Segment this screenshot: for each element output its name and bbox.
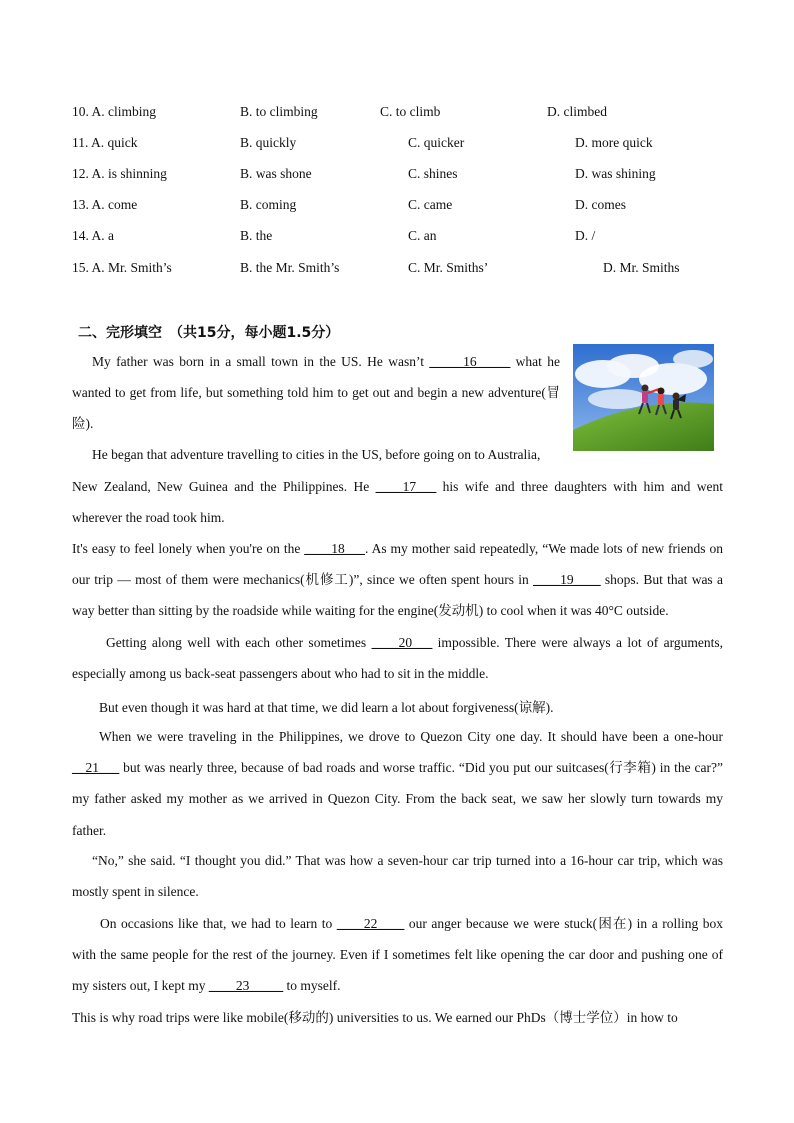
paragraph-1 bbox=[72, 346, 560, 440]
blank-17: ____17___ bbox=[375, 479, 437, 494]
blank-20: ____20___ bbox=[371, 635, 433, 650]
option-b: B. the bbox=[240, 228, 273, 243]
text: . As my mother said repeatedly, “We made lots of new friends on our trip — most of them were mechanics(机修工)”, since we often spent hours in bbox=[72, 541, 723, 588]
paragraph-5: But even though it was hard at that time, we did learn a lot about forgiveness(谅解). bbox=[99, 700, 554, 715]
text: his wife and three daughters with him and went wherever the road took him. bbox=[72, 479, 723, 526]
option-c: C. to climb bbox=[380, 104, 441, 119]
paragraph-3 bbox=[72, 533, 723, 627]
option-b: B. to climbing bbox=[240, 104, 318, 119]
option-b: B. was shone bbox=[240, 166, 312, 181]
paragraph-4 bbox=[72, 627, 723, 689]
blank-22: ____22____ bbox=[336, 916, 405, 931]
paragraph-9: This is why road trips were like mobile(移动的) universities to us. We earned our PhDs（博士学位）in how to bbox=[72, 1010, 678, 1025]
blank-21: __21___ bbox=[72, 760, 120, 776]
text: On occasions like that, we had to learn to bbox=[100, 916, 337, 931]
text: impossible. There were always a lot of arguments, especially among us back-seat passengers about who had to sit in the middle. bbox=[72, 635, 723, 682]
option-d: D. was shining bbox=[575, 166, 656, 181]
blank-19: ____19____ bbox=[533, 572, 601, 588]
option-c: C. an bbox=[408, 228, 437, 243]
option-d: D. more quick bbox=[575, 135, 653, 150]
text: what he wanted to get from life, but something told him to get out and begin a new adventure(冒险). bbox=[72, 354, 561, 432]
blank-16: _____16_____ bbox=[429, 354, 511, 369]
option-c: C. quicker bbox=[408, 135, 465, 150]
paragraph-8 bbox=[72, 908, 723, 1002]
text: When we were traveling in the Philippines, we drove to Quezon City one day. It should have been a one-hour bbox=[99, 729, 723, 744]
blank-23: ____23_____ bbox=[208, 978, 284, 994]
option-d: D. / bbox=[575, 228, 596, 243]
text: Getting along well with each other sometimes bbox=[106, 635, 372, 650]
photo-image bbox=[573, 344, 714, 451]
text: My father was born in a small town in the US. He wasn’t bbox=[92, 354, 430, 369]
text: New Zealand, New Guinea and the Philippines. He bbox=[72, 479, 376, 494]
section-heading: 二、完形填空 （共15分，每小题1.5分） bbox=[78, 325, 340, 341]
option-d: D. climbed bbox=[547, 104, 607, 119]
paragraph-6 bbox=[72, 721, 723, 846]
option-a: 12. A. is shinning bbox=[72, 166, 167, 181]
option-a: 11. A. quick bbox=[72, 135, 138, 150]
option-a: 10. A. climbing bbox=[72, 104, 156, 119]
option-a: 14. A. a bbox=[72, 228, 114, 243]
paragraph-2 bbox=[72, 471, 723, 533]
option-b: B. the Mr. Smith’s bbox=[240, 260, 340, 275]
paragraph-2-line-1: He began that adventure travelling to cities in the US, before going on to Australia, bbox=[92, 447, 541, 462]
blank-18: ____18___ bbox=[304, 541, 366, 556]
option-a: 13. A. come bbox=[72, 197, 138, 212]
option-b: B. quickly bbox=[240, 135, 297, 150]
option-c: C. shines bbox=[408, 166, 458, 181]
option-b: B. coming bbox=[240, 197, 297, 212]
option-d: D. comes bbox=[575, 197, 626, 212]
text: shops. But that was a way better than sitting by the roadside while waiting for the engine(发动机) to cool when it was 40°C outside. bbox=[72, 572, 723, 619]
option-c: C. came bbox=[408, 197, 453, 212]
option-a: 15. A. Mr. Smith’s bbox=[72, 260, 172, 275]
option-c: C. Mr. Smiths’ bbox=[408, 260, 489, 275]
illustration-photo bbox=[573, 344, 714, 451]
option-d: D. Mr. Smiths bbox=[603, 260, 680, 275]
text: but was nearly three, because of bad roads and worse traffic. “Did you put our suitcases(行李箱) in the car?” my father asked my mother as we arrived in Quezon City. From the back seat, we saw her slowly turn towards my father. bbox=[72, 760, 723, 838]
text: to myself. bbox=[283, 978, 341, 994]
paragraph-7: “No,” she said. “I thought you did.” That was how a seven-hour car trip turned into a 16-hour car trip, which was mostly spent in silence. bbox=[72, 853, 723, 900]
text: our anger because we were stuck(困在) in a rolling box with the same people for the rest of the journey. Even if I sometimes felt like opening the car door and pushing one of my sisters out, I kept my bbox=[72, 916, 724, 994]
text: It's easy to feel lonely when you're on the bbox=[72, 541, 305, 556]
